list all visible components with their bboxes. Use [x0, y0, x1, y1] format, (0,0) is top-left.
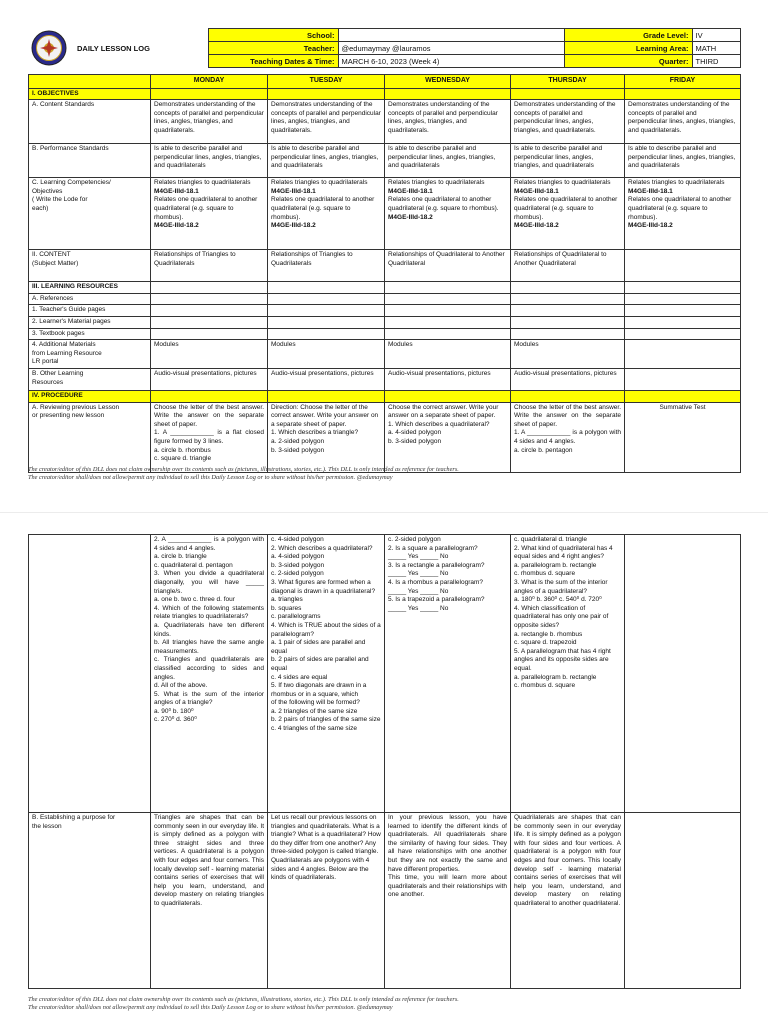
competency-code-1: M4GE-IIId-18.1: [628, 187, 673, 195]
day-wednesday: WEDNESDAY: [385, 75, 511, 89]
competency-code-2: M4GE-IIId-18.2: [514, 222, 559, 230]
other-fri: [625, 368, 741, 390]
content-tue: Relationships of Triangles to Quadrilaterals: [268, 250, 385, 282]
additional-thu: Modules: [511, 340, 625, 369]
reviewing-fri: Summative Test: [625, 402, 741, 472]
additional-wed: Modules: [385, 340, 511, 369]
competency-code-2: M4GE-IIId-18.2: [154, 222, 199, 230]
content-standards-thu: Demonstrates understanding of the concepts of parallel and perpendicular lines, angles, triangles, and quadrilaterals.: [511, 100, 625, 144]
performance-standards-wed: Is able to describe parallel and perpendicular lines, angles, triangles, and quadrilaterals: [385, 144, 511, 178]
content-wed: Relationships of Quadrilateral to Another Quadrilateral: [385, 250, 511, 282]
performance-standards-thu: Is able to describe parallel and perpendicular lines, angles, triangles, and quadrilaterals: [511, 144, 625, 178]
reviewing-thu: Choose the letter of the best answer. Write the answer on the separate sheet of paper. 1. A ____________ is a polygon with 4 sides and 4 angles. a. circle b. pentagon: [511, 402, 625, 472]
reviewing-cont-wed: c. 2-sided polygon 2. Is a square a parallelogram? _____ Yes _____ No 3. Is a rectangle a parallelogram? _____ Yes _____ No 4. Is a rhombus a parallelogram? _____ Yes _____ No 5. Is a trapezoid a parallelogram? _____ Yes _____ No: [385, 535, 511, 813]
deped-seal: [28, 29, 74, 68]
competency-text-1: Relates triangles to quadrilaterals: [388, 179, 485, 187]
competency-code-2: M4GE-IIId-18.2: [628, 222, 673, 230]
reviewing-label: A. Reviewing previous Lesson or presenting new lesson: [29, 402, 151, 472]
reviewing-cont-mon: 2. A ____________ is a polygon with 4 sides and 4 angles. a. circle b. triangle c. quadrilateral d. pentagon 3. When you divide a quadrilateral diagonally, you will have _____ triangle/s. a. one b. two c. three d. four 4. Which of the following statements relate triangles to quadrilaterals? a. Quadrilaterals have ten different kinds. b. All triangles have the same angle measurements. c. Triangles and quadrilaterals are classified according to sides and angles. d. All of the above. 5. What is the sum of the interior angles of a triangle? a. 90⁰ b. 180⁰ c. 270⁰ d. 360⁰: [151, 535, 268, 813]
performance-standards-mon: Is able to describe parallel and perpendicular lines, angles, triangles, and quadrilaterals: [151, 144, 268, 178]
other-tue: Audio-visual presentations, pictures: [268, 368, 385, 390]
performance-standards-label: B. Performance Standards: [29, 144, 151, 178]
competency-text-2: Relates one quadrilateral to another quadrilateral (e.g. square to rhombus).: [271, 196, 375, 221]
other-mon: Audio-visual presentations, pictures: [151, 368, 268, 390]
reviewing-tue: Direction: Choose the letter of the correct answer. Write your answer on a separate sheet of paper. 1. Which describes a triangle? a. 2-sided polygon b. 3-sided polygon: [268, 402, 385, 472]
grade-level-value[interactable]: IV: [692, 29, 740, 42]
competency-text-2: Relates one quadrilateral to another quadrilateral (e.g. square to rhombus).: [388, 196, 499, 212]
teacher-value[interactable]: @edumaymay @lauramos: [338, 42, 564, 55]
competency-text-2: Relates one quadrilateral to another quadrilateral (e.g. square to rhombus).: [628, 196, 732, 221]
competency-fri: [625, 178, 741, 250]
competency-text-2: Relates one quadrilateral to another quadrilateral (e.g. square to rhombus).: [154, 196, 258, 221]
content-standards-wed: Demonstrates understanding of the concepts of parallel and perpendicular lines, angles, triangles, and quadrilaterals.: [385, 100, 511, 144]
day-monday: MONDAY: [151, 75, 268, 89]
disclaimer-page2: [28, 996, 740, 1012]
day-friday: FRIDAY: [625, 75, 741, 89]
purpose-label: B. Establishing a purpose for the lesson: [29, 813, 151, 989]
additional-materials-label: 4. Additional Materials from Learning Resource LR portal: [29, 340, 151, 369]
school-label: School:: [208, 29, 338, 42]
deped-seal-icon: [31, 30, 67, 66]
document-title: DAILY LESSON LOG: [77, 43, 150, 53]
purpose-tue: Let us recall our previous lessons on triangles and quadrilaterals. What is a triangle? What is a quadrilateral? How do they differ from one another? Any three-sided polygon is called triangle. Quadrilaterals are polygons with 4 sides and 4 angles. Below are the kinds of quadrilaterals.: [268, 813, 385, 989]
additional-fri: [625, 340, 741, 369]
purpose-fri: [625, 813, 741, 989]
competency-text-1: Relates triangles to quadrilaterals: [271, 179, 368, 187]
page-separator: [0, 512, 768, 513]
competency-code-1: M4GE-IIId-18.1: [388, 187, 433, 195]
disclaimer-line2: The creator/editor shall/does not allow/permit any individual to sell this Daily Lesson Log or to share without his/her permission. @edumaymay: [28, 474, 393, 481]
content-thu: Relationships of Quadrilateral to Another Quadrilateral: [511, 250, 625, 282]
competency-text-1: Relates triangles to quadrilaterals: [628, 179, 725, 187]
teaching-dates-value[interactable]: MARCH 6-10, 2023 (Week 4): [338, 55, 564, 68]
content-standards-fri: Demonstrates understanding of the concepts of parallel and perpendicular lines, angles, triangles, and quadrilaterals.: [625, 100, 741, 144]
learning-area-value[interactable]: MATH: [692, 42, 740, 55]
performance-standards-fri: Is able to describe parallel and perpendicular lines, angles, triangles, and quadrilaterals: [625, 144, 741, 178]
competency-code-1: M4GE-IIId-18.1: [154, 187, 199, 195]
content-standards-label: A. Content Standards: [29, 100, 151, 144]
disclaimer-page1: [28, 466, 740, 482]
competency-code-2: M4GE-IIId-18.2: [388, 213, 433, 221]
competency-thu: [511, 178, 625, 250]
reviewing-wed: Choose the correct answer. Write your answer on a separate sheet of paper. 1. Which describes a quadrilateral? a. 4-sided polygon b. 3-sided polygon: [385, 402, 511, 472]
disclaimer-line2: The creator/editor shall/does not allow/permit any individual to sell this Daily Lesson Log or to share without his/her permission. @edumaymay: [28, 1004, 393, 1011]
reviewing-cont-fri: [625, 535, 741, 813]
purpose-mon: Triangles are shapes that can be commonly seen in our everyday life. It is simply defined as a polygon with three straight sides and three vertices. A quadrilateral is a polygon with four edges and four corners. This locally develop self - learning material contains series of exercises that will help you learn, understand, and develop mastery on relating triangles to quadrilaterals.: [151, 813, 268, 989]
reviewing-cont-thu: c. quadrilateral d. triangle 2. What kind of quadrilateral has 4 equal sides and 4 right angles? a. parallelogram b. rectangle c. rhombus d. square 3. What is the sum of the interior angles of a quadrilateral? a. 180⁰ b. 360⁰ c. 540⁰ d. 720⁰ 4. Which classification of quadrilateral has only one pair of opposite sides? a. rectangle b. rhombus c. square d. trapezoid 5. A parallelogram that has 4 right angles and its opposite sides are equal. a. parallelogram b. rectangle c. rhombus d. square: [511, 535, 625, 813]
competency-code-2: M4GE-IIId-18.2: [271, 222, 316, 230]
school-value[interactable]: [338, 29, 564, 42]
content-standards-tue: Demonstrates understanding of the concepts of parallel and perpendicular lines, angles, triangles, and quadrilaterals.: [268, 100, 385, 144]
corner-header: [29, 75, 151, 89]
competency-wed: [385, 178, 511, 250]
competency-text-1: Relates triangles to quadrilaterals: [154, 179, 251, 187]
procedure-heading: IV. PROCEDURE: [29, 390, 151, 402]
lesson-table-page2: [28, 534, 741, 989]
reviewing-cont-tue: c. 4-sided polygon 2. Which describes a quadrilateral? a. 4-sided polygon b. 3-sided polygon c. 2-sided polygon 3. What figures are formed when a diagonal is drawn in a quadrilateral? a. triangles b. squares c. parallelograms 4. Which is TRUE about the sides of a parallelogram? a. 1 pair of sides are parallel and equal b. 2 pairs of sides are parallel and equal c. 4 sides are equal 5. If two diagonals are drawn in a rhombus or in a square, which of the following will be formed? a. 2 triangles of the same size b. 2 pairs of triangles of the same size c. 4 triangles of the same size: [268, 535, 385, 813]
other-thu: Audio-visual presentations, pictures: [511, 368, 625, 390]
purpose-thu: Quadrilaterals are shapes that can be commonly seen in our everyday life. It is simply defined as a polygon with four sides and four vertices. A quadrilateral is a polygon with four edges and four corners. This locally develop self - learning material contains series of exercises that will help you learn, understand, and develop mastery on relating quadrilateral to another quadrilateral.: [511, 813, 625, 989]
references-label: A. References: [29, 293, 151, 305]
teacher-label: Teacher:: [208, 42, 338, 55]
textbook-pages-label: 3. Textbook pages: [29, 328, 151, 340]
learning-resources-heading: III. LEARNING RESOURCES: [29, 282, 151, 294]
competency-text-1: Relates triangles to quadrilaterals: [514, 179, 611, 187]
competency-code-1: M4GE-IIId-18.1: [514, 187, 559, 195]
additional-tue: Modules: [268, 340, 385, 369]
objectives-heading: I. OBJECTIVES: [29, 88, 151, 100]
day-tuesday: TUESDAY: [268, 75, 385, 89]
learners-material-label: 2. Learner's Material pages: [29, 316, 151, 328]
content-label: II. CONTENT (Subject Matter): [29, 250, 151, 282]
reviewing-mon: Choose the letter of the best answer. Write the answer on the separate sheet of paper. 1. A ____________ is a flat closed figure formed by 3 lines. a. circle b. rhombus c. square d. triangle: [151, 402, 268, 472]
learning-area-label: Learning Area:: [564, 42, 692, 55]
additional-mon: Modules: [151, 340, 268, 369]
content-mon: Relationships of Triangles to Quadrilaterals: [151, 250, 268, 282]
competency-code-1: M4GE-IIId-18.1: [271, 187, 316, 195]
teachers-guide-label: 1. Teacher's Guide pages: [29, 305, 151, 317]
learning-competencies-label: C. Learning Competencies/ Objectives ( Write the Lode for each): [29, 178, 151, 250]
competency-tue: [268, 178, 385, 250]
other-wed: Audio-visual presentations, pictures: [385, 368, 511, 390]
grade-level-label: Grade Level:: [564, 29, 692, 42]
header-table: [28, 28, 741, 68]
disclaimer-line1: The creator/editor of this DLL does not claim ownership over its contents such as (pictures, illustrations, stories, etc.). This DLL is only intended as reference for teachers.: [28, 466, 459, 473]
quarter-label: Quarter:: [564, 55, 692, 68]
lesson-table-page1: [28, 74, 741, 473]
performance-standards-tue: Is able to describe parallel and perpendicular lines, angles, triangles, and quadrilaterals: [268, 144, 385, 178]
quarter-value[interactable]: THIRD: [692, 55, 740, 68]
content-standards-mon: Demonstrates understanding of the concepts of parallel and perpendicular lines, angles, triangles, and quadrilaterals.: [151, 100, 268, 144]
teaching-dates-label: Teaching Dates & Time:: [208, 55, 338, 68]
content-fri: [625, 250, 741, 282]
disclaimer-line1: The creator/editor of this DLL does not claim ownership over its contents such as (pictures, illustrations, stories, etc.). This DLL is only intended as reference for teachers.: [28, 996, 459, 1003]
competency-text-2: Relates one quadrilateral to another quadrilateral (e.g. square to rhombus).: [514, 196, 618, 221]
purpose-wed: In your previous lesson, you have learned to identify the different kinds of quadrilaterals. All quadrilaterals share the similarity of having four sides. They all have relationships with one another but they are not exactly the same and have different properties. This time, you will learn more about quadrilaterals and their relationships with one another.: [385, 813, 511, 989]
other-resources-label: B. Other Learning Resources: [29, 368, 151, 390]
day-thursday: THURSDAY: [511, 75, 625, 89]
competency-mon: [151, 178, 268, 250]
